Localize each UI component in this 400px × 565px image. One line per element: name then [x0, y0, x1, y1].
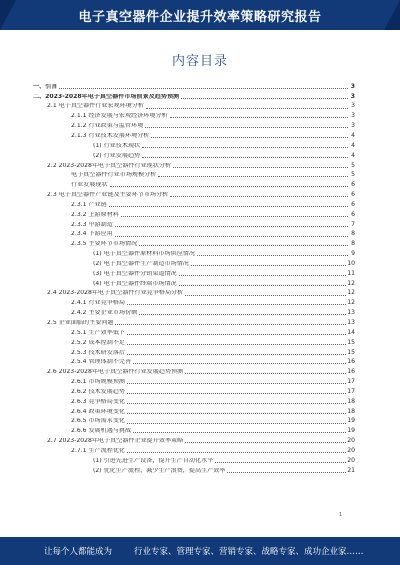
toc-leader-dots [151, 136, 348, 138]
toc-entry[interactable] [33, 434, 355, 444]
toc-leader-dots [127, 422, 346, 424]
toc-leader-dots [146, 107, 348, 109]
toc-entry-page: 20 [347, 437, 355, 445]
toc-entry-title: 2.1 电子真空器件行业宏观环境分析 [47, 103, 144, 110]
toc-leader-dots [127, 451, 346, 453]
toc-leader-dots [109, 205, 348, 207]
toc-entry[interactable] [33, 405, 355, 415]
toc-entry-page: 19 [347, 417, 355, 425]
toc-entry[interactable] [33, 228, 355, 238]
toc-entry-title: 2.2 2023-2028年电子真空器件行业现状分析 [47, 162, 172, 169]
toc-leader-dots [173, 166, 348, 168]
toc-entry[interactable] [33, 178, 355, 188]
toc-leader-dots [139, 244, 348, 246]
toc-entry-title: 2.3 电子真空器件产业链及主要环节市场分析 [47, 192, 169, 199]
toc-entry-page: 3 [351, 102, 355, 110]
header-right-accent [384, 0, 400, 30]
toc-entry[interactable] [33, 287, 355, 297]
page-number: 1 [339, 512, 343, 518]
toc-entry-page: 10 [347, 259, 355, 267]
footer-banner [0, 537, 400, 565]
toc-entry-title: 2.3.1 产业链 [71, 201, 107, 208]
toc-heading: 内容目录 [171, 54, 228, 69]
toc-leader-dots [127, 333, 346, 335]
toc-entry[interactable] [33, 444, 355, 454]
toc-entry[interactable] [33, 159, 355, 169]
toc-entry-page: 12 [347, 279, 355, 287]
header-banner [0, 0, 400, 30]
toc-leader-dots [115, 235, 348, 237]
toc-entry-title: 2.1.1 经济发展与宏观经济环境分析 [71, 113, 168, 120]
toc-entry-title: (2) 行业发展趋势 [93, 152, 141, 159]
toc-entry-title: 2.4.2 主要企业市场份额 [71, 310, 138, 317]
toc-entry-title: 2.5.2 成本控制不足 [71, 339, 126, 346]
toc-entry-page: 7 [351, 220, 355, 228]
toc-entry[interactable] [33, 119, 355, 129]
toc-entry-title: 2.5.3 技术研发落后 [71, 349, 126, 356]
toc-entry-page: 3 [351, 112, 355, 120]
toc-entry-title: 2.6 2023-2028年电子真空器件行业发展趋势预测 [47, 369, 184, 376]
toc-entry-title: 二、2023-2028年电子真空器件市场前景及趋势预测 [33, 93, 180, 100]
toc-entry-title: (2) 电子真空器件生产制造市场情况 [93, 260, 189, 267]
toc-entry[interactable] [33, 385, 355, 395]
toc-entry-title: (1) 行业技术现状 [93, 142, 141, 149]
toc-leader-dots [170, 116, 348, 118]
toc-list [33, 80, 355, 474]
toc-entry-page: 5 [351, 171, 355, 179]
toc-entry-title: 行业发展现状 [71, 182, 108, 189]
toc-entry-title: 2.1.3 行业技术发展环境分析 [71, 132, 150, 139]
toc-leader-dots [145, 126, 348, 128]
toc-entry-page: 5 [351, 161, 355, 169]
footer-roles: 行业专家、管理专家、营销专家、战略专家、成功企业家…… [134, 547, 364, 557]
toc-leader-dots [127, 412, 346, 414]
toc-entry-page: 8 [351, 230, 355, 238]
toc-entry-page: 4 [351, 141, 355, 149]
header-left-accent [0, 0, 16, 30]
toc-entry-title: 2.3.2 上游原材料 [71, 211, 119, 218]
toc-leader-dots [181, 97, 348, 99]
toc-entry[interactable] [33, 100, 355, 110]
toc-leader-dots [179, 274, 347, 276]
toc-entry[interactable] [33, 90, 355, 100]
toc-entry-page: 19 [347, 427, 355, 435]
toc-leader-dots [170, 195, 348, 197]
toc-leader-dots [142, 156, 348, 158]
toc-entry-title: (4) 电子真空器件终端市场情况 [93, 280, 177, 287]
toc-entry-page: 12 [347, 289, 355, 297]
toc-entry-page: 20 [347, 456, 355, 464]
toc-leader-dots [127, 303, 346, 305]
toc-entry-page: 13 [347, 309, 355, 317]
toc-entry[interactable] [33, 306, 355, 316]
toc-entry-title: 2.3.3 中游制造 [71, 221, 113, 228]
toc-entry-title: 2.5 企业面临的主要问题 [47, 320, 114, 326]
toc-entry-page: 4 [351, 131, 355, 139]
toc-entry-title: (2) 优化生产流程，减少生产浪费，提高生产效率 [93, 467, 226, 474]
toc-entry[interactable] [33, 346, 355, 356]
toc-entry[interactable] [33, 326, 355, 336]
toc-leader-dots [179, 284, 347, 286]
toc-entry[interactable] [33, 316, 355, 326]
toc-entry[interactable] [33, 169, 355, 179]
toc-entry[interactable] [33, 257, 355, 267]
toc-entry-title: 2.4 2023-2028年电子真空器件行业竞争格局分析 [47, 290, 184, 297]
toc-entry-page: 18 [347, 397, 355, 405]
toc-entry-page: 3 [350, 92, 355, 100]
toc-entry[interactable] [33, 110, 355, 120]
toc-entry[interactable] [33, 454, 355, 464]
toc-entry-page: 15 [347, 338, 355, 346]
toc-entry[interactable] [33, 139, 355, 149]
toc-entry-page: 6 [351, 181, 355, 189]
toc-entry[interactable] [33, 356, 355, 366]
toc-entry-page: 13 [347, 319, 355, 326]
toc-entry-title: 2.4.1 行业竞争格局 [71, 300, 126, 307]
toc-leader-dots [127, 392, 346, 394]
toc-entry-page: 11 [347, 269, 355, 277]
toc-entry[interactable] [33, 297, 355, 307]
toc-entry[interactable] [33, 375, 355, 385]
toc-leader-dots [133, 431, 346, 433]
toc-entry-title: 电子真空器件行业市场规模分析 [71, 172, 157, 179]
toc-leader-dots [139, 313, 346, 315]
toc-leader-dots [191, 264, 346, 266]
toc-entry-page: 15 [347, 348, 355, 356]
toc-entry-title: 2.6.6 发展机遇与挑战 [71, 428, 132, 435]
toc-leader-dots [127, 382, 346, 384]
toc-entry[interactable] [33, 425, 355, 435]
toc-leader-dots [185, 372, 346, 374]
toc-entry-title: 2.1.2 行业政策与监管环境 [71, 123, 144, 130]
toc-entry-title: 2.5.1 生产效率低下 [71, 329, 126, 336]
toc-entry-page: 6 [351, 191, 355, 199]
toc-entry-title: 2.7 2023-2028年电子真空器件企业提升效率策略 [47, 438, 184, 445]
toc-entry-page: 14 [347, 328, 355, 336]
toc-entry[interactable] [33, 464, 355, 474]
toc-entry[interactable] [33, 80, 355, 90]
toc-leader-dots [121, 215, 348, 217]
toc-entry-title: 2.6.4 政策环境变化 [71, 408, 126, 415]
report-title: 电子真空器件企业提升效率策略研究报告 [78, 9, 322, 25]
toc-leader-dots [127, 343, 346, 345]
toc-entry-page: 4 [351, 151, 355, 159]
toc-leader-dots [115, 323, 346, 325]
toc-leader-dots [110, 185, 348, 187]
toc-entry[interactable] [33, 188, 355, 198]
toc-entry-page: 3 [351, 122, 355, 130]
toc-entry-page: 8 [351, 240, 355, 248]
toc-leader-dots [127, 353, 346, 355]
toc-leader-dots [227, 471, 346, 473]
toc-leader-dots [215, 461, 346, 463]
toc-entry-page: 17 [347, 387, 355, 395]
toc-entry-title: (1) 电子真空器件原材料市场供应情况 [93, 251, 195, 258]
toc-entry-page: 21 [347, 466, 355, 474]
toc-leader-dots [158, 175, 348, 177]
toc-entry[interactable] [33, 247, 355, 257]
toc-leader-dots [185, 294, 346, 296]
toc-entry[interactable] [33, 336, 355, 346]
toc-leader-dots [197, 254, 348, 256]
toc-entry-page: 9 [351, 250, 355, 258]
toc-entry-page: 20 [347, 446, 355, 454]
toc-entry[interactable] [33, 365, 355, 375]
toc-entry-title: 2.6.5 市场需求变化 [71, 418, 126, 425]
toc-leader-dots [142, 146, 348, 148]
toc-leader-dots [185, 441, 346, 443]
toc-entry[interactable] [33, 238, 355, 248]
toc-entry-page: 16 [347, 358, 355, 366]
toc-entry-page: 3 [350, 82, 355, 90]
toc-entry-page: 18 [347, 407, 355, 415]
toc-entry[interactable] [33, 267, 355, 277]
toc-entry-title: (1) 引进先进生产设备，提升生产自动化水平 [93, 457, 214, 464]
toc-entry[interactable] [33, 415, 355, 425]
toc-entry-title: 2.6.3 竞争格局变化 [71, 398, 126, 405]
toc-entry-title: 一、引言 [33, 83, 58, 90]
toc-entry-page: 17 [347, 378, 355, 386]
toc-entry[interactable] [33, 277, 355, 287]
toc-entry[interactable] [33, 218, 355, 228]
toc-leader-dots [133, 362, 346, 364]
toc-leader-dots [59, 87, 348, 89]
toc-entry-title: 2.3.5 主要环节市场情况 [71, 241, 138, 248]
toc-entry-title: 2.6.2 技术发展趋势 [71, 388, 126, 395]
toc-leader-dots [115, 225, 348, 227]
toc-entry-page: 12 [347, 299, 355, 307]
toc-entry[interactable] [33, 208, 355, 218]
toc-entry-title: 2.7.1 生产流程优化 [71, 447, 126, 454]
toc-entry-title: 2.3.4 下游应用 [71, 231, 113, 238]
toc-entry-title: 2.6.1 市场规模预测 [71, 379, 126, 386]
toc-entry[interactable] [33, 395, 355, 405]
toc-entry[interactable] [33, 198, 355, 208]
toc-entry-page: 16 [347, 368, 355, 376]
toc-entry-title: 2.5.4 管理体制不完善 [71, 359, 132, 366]
toc-entry[interactable] [33, 129, 355, 139]
toc-entry-title: (3) 电子真空器件分销渠道情况 [93, 270, 177, 277]
toc-entry[interactable] [33, 149, 355, 159]
toc-entry-page: 6 [351, 200, 355, 208]
footer-slogan: 让每个人都能成为 [44, 547, 113, 557]
toc-entry-page: 6 [351, 210, 355, 218]
toc-leader-dots [127, 402, 346, 404]
